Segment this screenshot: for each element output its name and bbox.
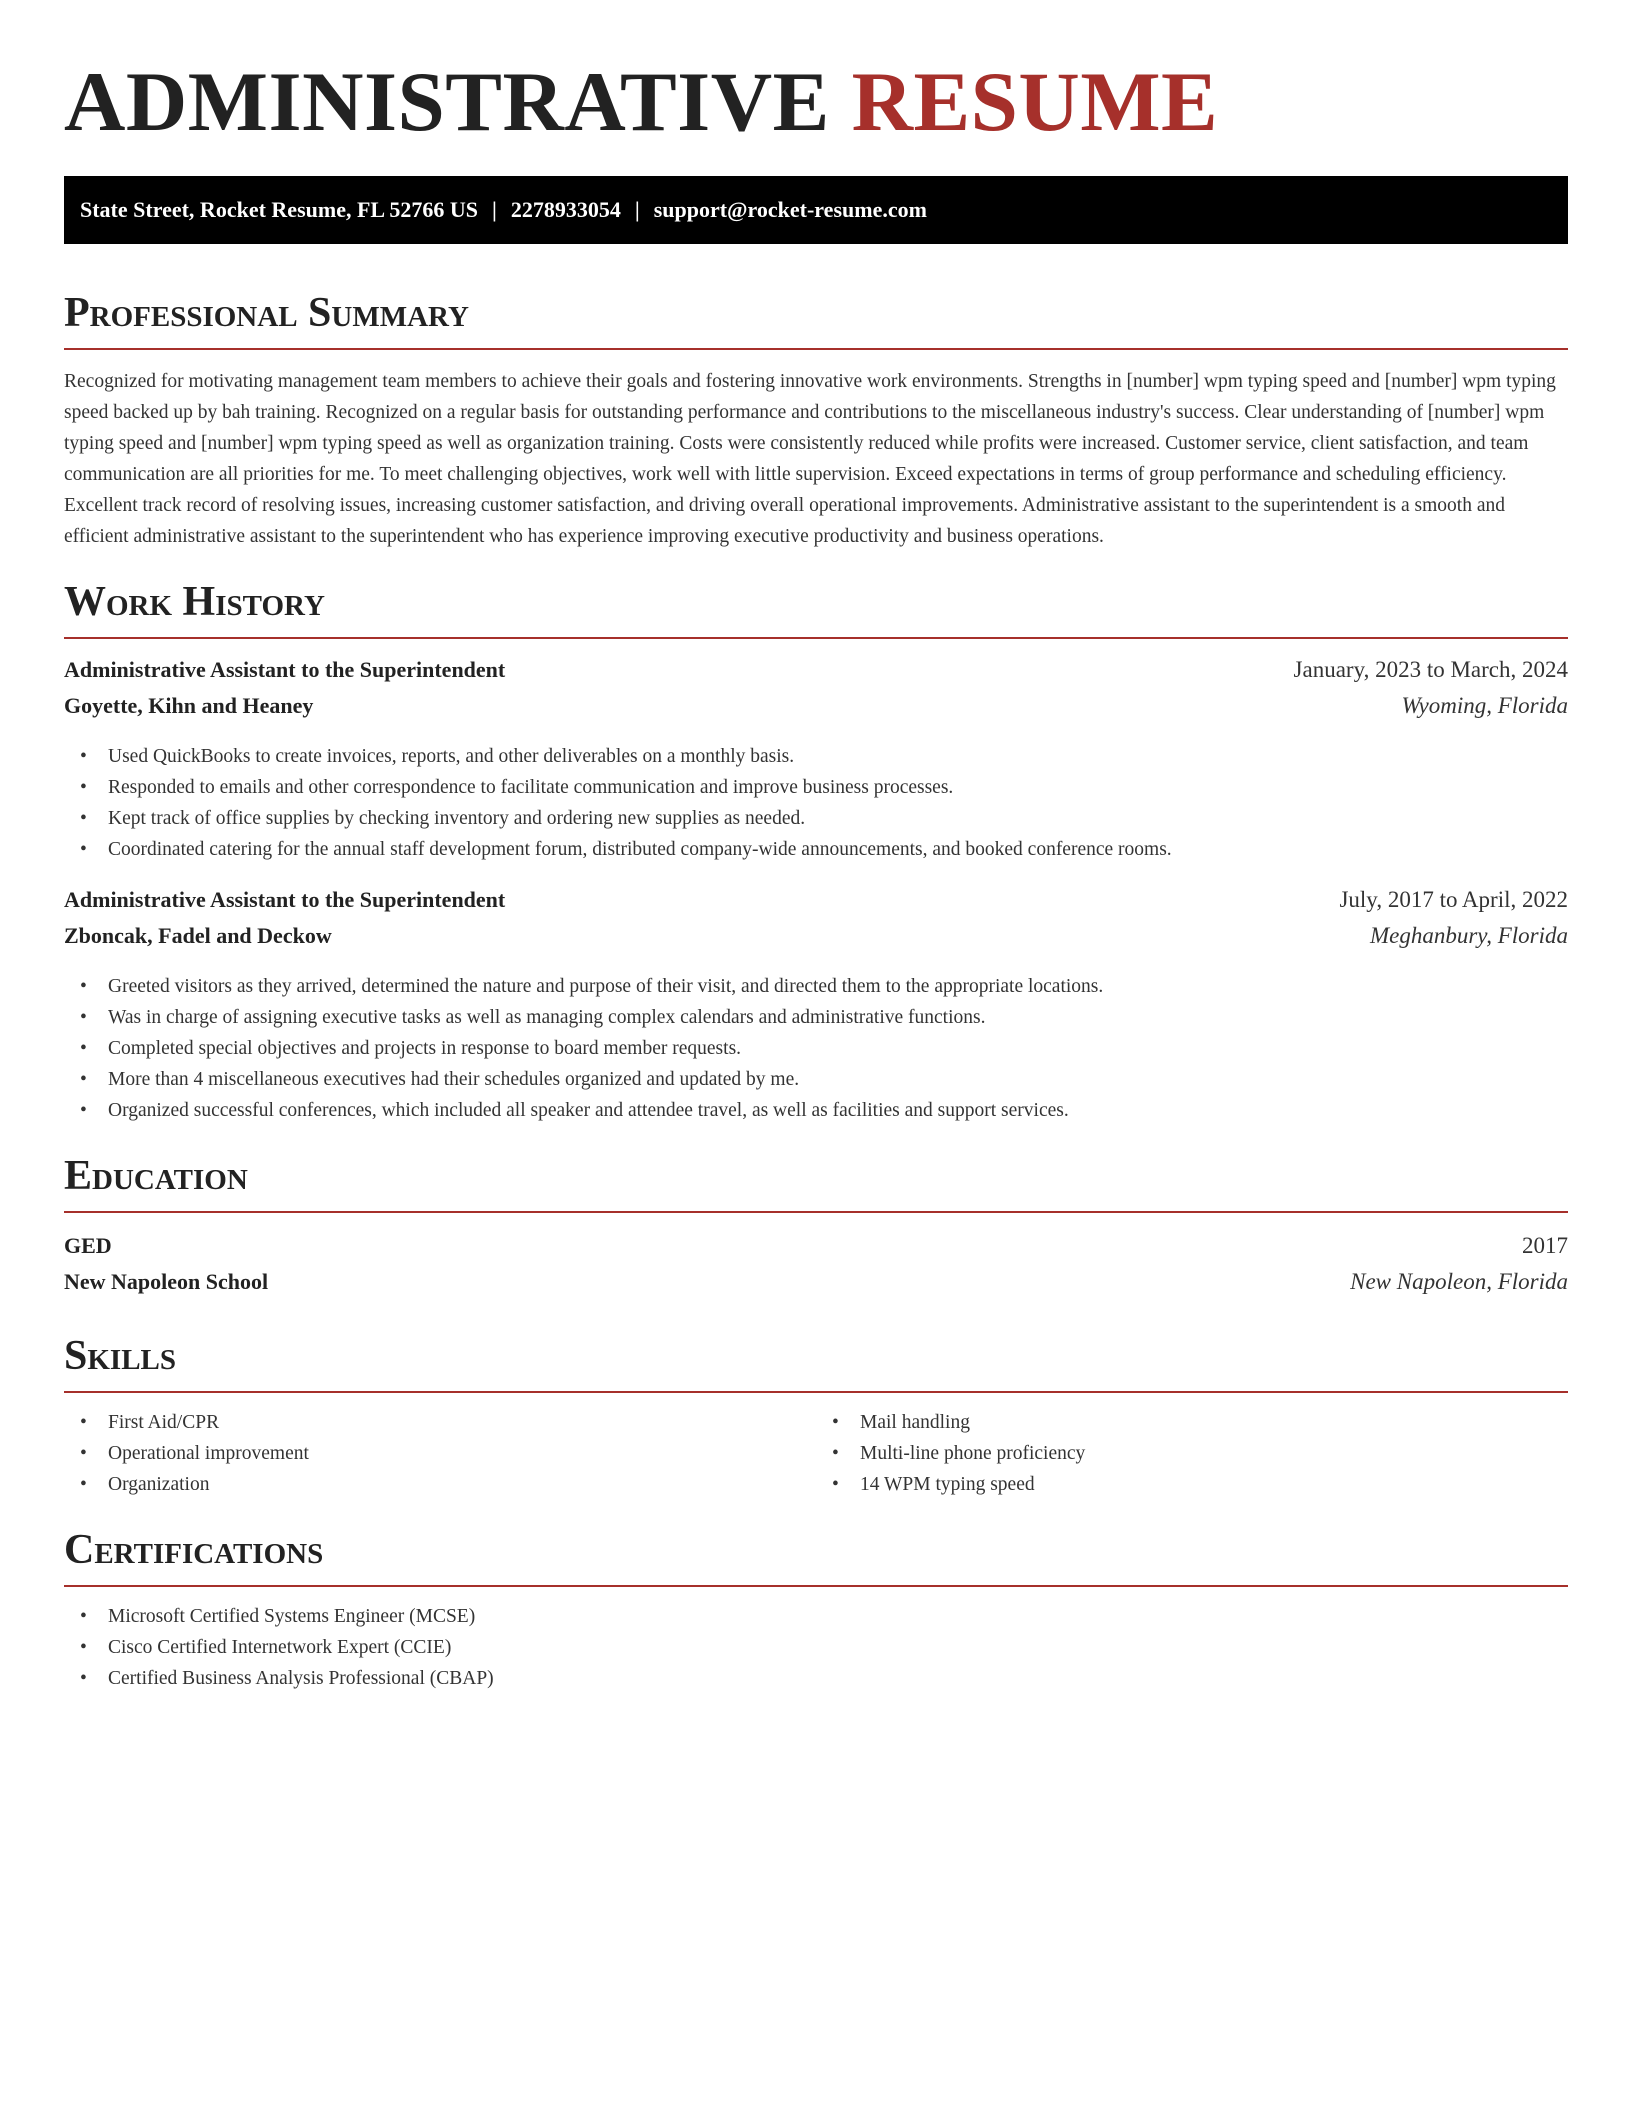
skill-text: Operational improvement (108, 1443, 309, 1464)
job-company: Zboncak, Fadel and Deckow (64, 923, 332, 948)
job-bullet (64, 1095, 1568, 1126)
job-entry (64, 887, 1568, 1126)
bullet-glyph: • (80, 777, 87, 798)
bullet-text: Organized successful conferences, which included all speaker and attendee travel, as well as facilities and support services. (108, 1100, 1069, 1121)
certification-text: Microsoft Certified Systems Engineer (MCSE) (108, 1606, 476, 1627)
bullet-glyph: • (80, 1474, 87, 1495)
job-bullet (64, 971, 1568, 1002)
certification-item (64, 1663, 1568, 1694)
job-location: Wyoming, Florida (1401, 693, 1568, 718)
education-heading: Education (64, 1153, 248, 1199)
contact-separator: | (634, 197, 640, 222)
certification-item (64, 1601, 1568, 1632)
job-bullets (64, 741, 1568, 865)
job-bullet (64, 1002, 1568, 1033)
education-year: 2017 (1522, 1233, 1568, 1258)
job-bullet (64, 1064, 1568, 1095)
bullet-glyph: • (832, 1412, 839, 1433)
bullet-glyph: • (832, 1474, 839, 1495)
summary-section (64, 288, 1568, 552)
skill-item (816, 1469, 1568, 1500)
job-title: Administrative Assistant to the Superintendent (64, 657, 506, 682)
job-bullet (64, 803, 1568, 834)
certifications-list (64, 1601, 1568, 1694)
job-entry (64, 657, 1568, 865)
bullet-glyph: • (80, 839, 87, 860)
bullet-glyph: • (80, 1443, 87, 1464)
bullet-glyph: • (80, 1412, 87, 1433)
bullet-text: Coordinated catering for the annual staff development forum, distributed company-wide announcements, and booked conference rooms. (108, 839, 1172, 860)
skills-heading: Skills (64, 1333, 177, 1379)
bullet-glyph: • (80, 1069, 87, 1090)
job-subheader (64, 923, 1568, 959)
skill-item (64, 1438, 816, 1469)
bullet-glyph: • (80, 808, 87, 829)
bullet-text: Used QuickBooks to create invoices, reports, and other deliverables on a monthly basis. (108, 746, 795, 767)
bullet-text: Completed special objectives and projects in response to board member requests. (108, 1038, 742, 1059)
education-header (64, 1233, 1568, 1269)
bullet-glyph: • (80, 1007, 87, 1028)
job-bullet (64, 834, 1568, 865)
bullet-glyph: • (80, 976, 87, 997)
skills-section (64, 1331, 1568, 1500)
skill-item (64, 1469, 816, 1500)
education-school: New Napoleon School (64, 1269, 269, 1294)
bullet-glyph: • (80, 1668, 87, 1689)
bullet-text: Was in charge of assigning executive tasks as well as managing complex calendars and administrative functions. (108, 1007, 986, 1028)
job-bullet (64, 772, 1568, 803)
job-header (64, 657, 1568, 693)
bullet-glyph: • (80, 1038, 87, 1059)
section-divider (64, 1585, 1568, 1587)
skill-text: Mail handling (860, 1412, 970, 1433)
contact-phone: 2278933054 (510, 197, 621, 222)
job-dates: July, 2017 to April, 2022 (1339, 887, 1568, 912)
bullet-glyph: • (80, 1637, 87, 1658)
certification-text: Cisco Certified Internetwork Expert (CCIE) (108, 1637, 452, 1658)
job-company: Goyette, Kihn and Heaney (64, 693, 314, 718)
skill-text: First Aid/CPR (108, 1412, 220, 1433)
work-history-section (64, 577, 1568, 1126)
work-history-heading: Work History (64, 579, 325, 625)
bullet-text: More than 4 miscellaneous executives had their schedules organized and updated by me. (108, 1069, 800, 1090)
contact-separator: | (491, 197, 497, 222)
bullet-glyph: • (832, 1443, 839, 1464)
skills-grid (64, 1407, 1568, 1500)
certifications-section (64, 1525, 1568, 1694)
bullet-text: Kept track of office supplies by checking inventory and ordering new supplies as needed. (108, 808, 806, 829)
skill-item (816, 1438, 1568, 1469)
certification-text: Certified Business Analysis Professional (CBAP) (108, 1668, 494, 1689)
job-bullet (64, 741, 1568, 772)
education-subheader (64, 1269, 1568, 1305)
education-section (64, 1151, 1568, 1305)
job-subheader (64, 693, 1568, 729)
skill-text: Organization (108, 1474, 210, 1495)
skills-column-right (816, 1407, 1568, 1500)
certifications-heading: Certifications (64, 1527, 324, 1573)
certification-item (64, 1632, 1568, 1663)
bullet-text: Responded to emails and other correspondence to facilitate communication and improve business processes. (108, 777, 954, 798)
contact-bar (64, 176, 1568, 244)
section-divider (64, 637, 1568, 639)
job-bullet (64, 1033, 1568, 1064)
job-dates: January, 2023 to March, 2024 (1293, 657, 1568, 682)
skills-list (64, 1407, 816, 1500)
resume-title (64, 52, 1568, 152)
skill-text: 14 WPM typing speed (860, 1474, 1035, 1495)
section-divider (64, 1391, 1568, 1393)
title-accent: RESUME (851, 55, 1219, 149)
job-location: Meghanbury, Florida (1369, 923, 1568, 948)
contact-address: State Street, Rocket Resume, FL 52766 US (80, 197, 478, 222)
skill-text: Multi-line phone proficiency (860, 1443, 1086, 1464)
bullet-glyph: • (80, 1606, 87, 1627)
bullet-text: Greeted visitors as they arrived, determined the nature and purpose of their visit, and directed them to the appropriate locations. (108, 976, 1104, 997)
summary-text: Recognized for motivating management team members to achieve their goals and fostering innovative work environments. Strengths in [number] wpm typing speed and [number] wpm typing speed backed up by bah training. Recognized on a regular basis for outstanding performance and contributions to the miscellaneous industry's success. Clear understanding of [number] wpm typing speed and [number] wpm typing speed as well as organization training. Costs were consistently reduced while profits were increased. Customer service, client satisfaction, and team communication are all priorities for me. To meet challenging objectives, work well with little supervision. Exceed expectations in terms of group performance and scheduling efficiency. Excellent track record of resolving issues, increasing customer satisfaction, and driving overall operational improvements. Administrative assistant to the superintendent is a smooth and efficient administrative assistant to the superintendent who has experience improving executive productivity and business operations. (64, 371, 1556, 547)
title-main: ADMINISTRATIVE (64, 55, 830, 149)
skills-column-left (64, 1407, 816, 1500)
bullet-glyph: • (80, 1100, 87, 1121)
section-divider (64, 1211, 1568, 1213)
education-degree: GED (64, 1233, 112, 1258)
bullet-glyph: • (80, 746, 87, 767)
section-divider (64, 348, 1568, 350)
job-header (64, 887, 1568, 923)
contact-email: support@rocket-resume.com (653, 197, 927, 222)
skills-list (816, 1407, 1568, 1500)
job-bullets (64, 971, 1568, 1126)
education-location: New Napoleon, Florida (1350, 1269, 1568, 1294)
summary-heading: Professional Summary (64, 290, 469, 336)
skill-item (64, 1407, 816, 1438)
job-title: Administrative Assistant to the Superintendent (64, 887, 506, 912)
skill-item (816, 1407, 1568, 1438)
